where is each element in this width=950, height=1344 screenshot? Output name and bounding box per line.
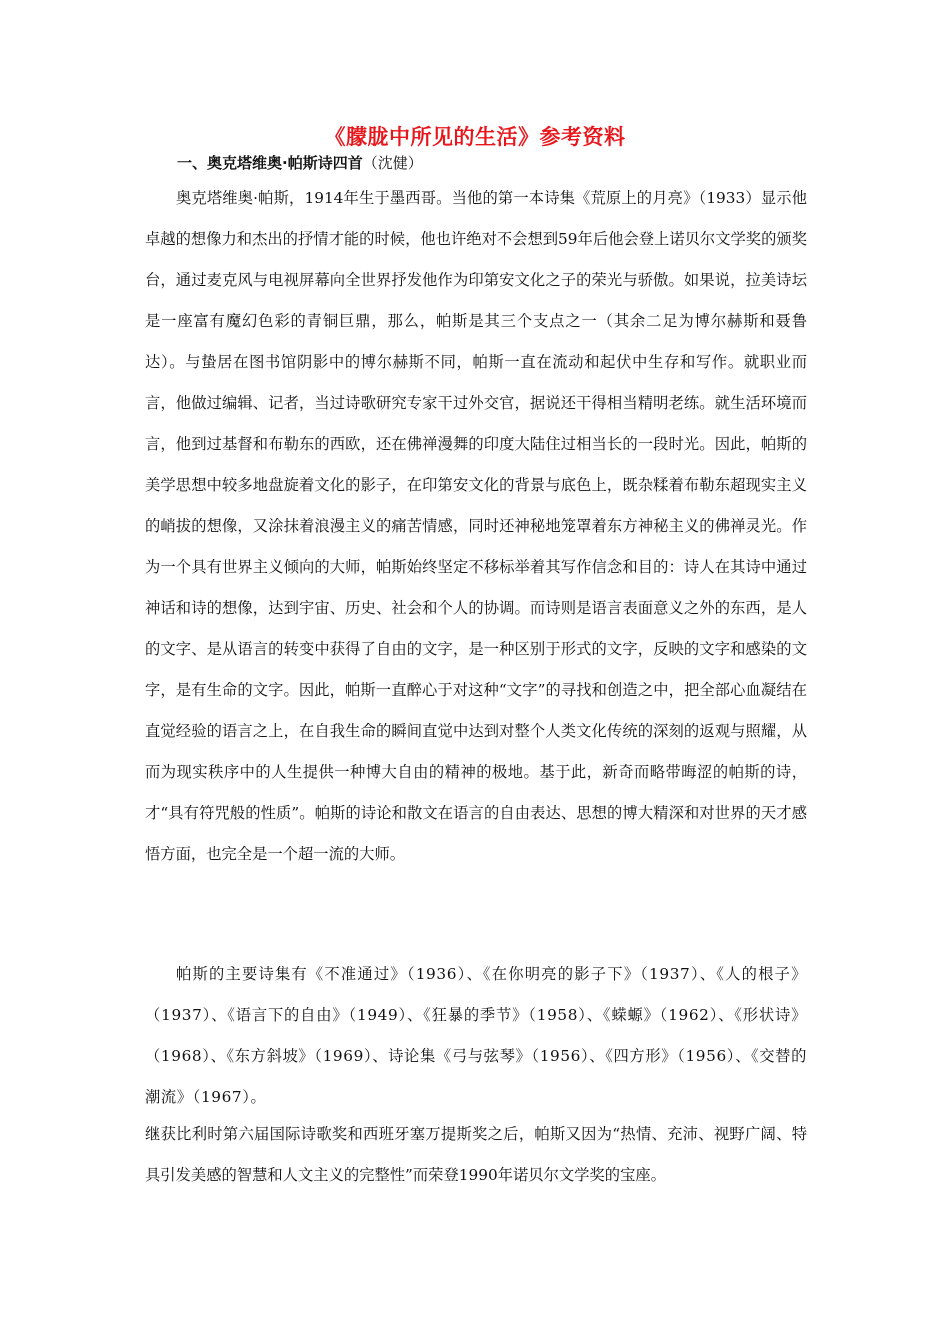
section-heading xyxy=(177,152,423,174)
section-author: （沈健） xyxy=(362,154,423,172)
section-heading-text: 一、奥克塔维奥·帕斯诗四首 xyxy=(177,154,363,172)
paragraph-nobel: 继获比利时第六届国际诗歌奖和西班牙塞万提斯奖之后，帕斯又因为“热情、充沛、视野广阔、特具引发美感的智慧和人文主义的完整性”而荣登1990年诺贝尔文学奖的宝座。 xyxy=(145,1125,807,1184)
paragraph-intro: 奥克塔维奥·帕斯，1914年生于墨西哥。当他的第一本诗集《荒原上的月亮》（1933）显示他卓越的想像力和杰出的抒情才能的时候，他也许绝对不会想到59年后他会登上诺贝尔文学奖的颁奖台，通过麦克风与电视屏幕向全世界抒发他作为印第安文化之子的荣光与骄傲。如果说，拉美诗坛是一座富有魔幻色彩的青铜巨鼎，那么，帕斯是其三个支点之一（其余二足为博尔赫斯和聂鲁达）。与蛰居在图书馆阴影中的博尔赫斯不同，帕斯一直在流动和起伏中生存和写作。就职业而言，他做过编辑、记者，当过诗歌研究专家干过外交官，据说还干得相当精明老练。就生活环境而言，他到过基督和布勒东的西欧，还在佛禅漫舞的印度大陆住过相当长的一段时光。因此，帕斯的美学思想中较多地盘旋着文化的影子，在印第安文化的背景与底色上，既杂糅着布勒东超现实主义的峭拔的想像，又涂抹着浪漫主义的痛苦情感，同时还神秘地笼罩着东方神秘主义的佛禅灵光。作为一个具有世界主义倾向的大师，帕斯始终坚定不移标举着其写作信念和目的：诗人在其诗中通过神话和诗的想像，达到宇宙、历史、社会和个人的协调。而诗则是语言表面意义之外的东西，是人的文字、是从语言的转变中获得了自由的文字，是一种区别于形式的文字，反映的文字和感染的文字，是有生命的文字。因此，帕斯一直醉心于对这种“文字”的寻找和创造之中，把全部心血凝结在直觉经验的语言之上，在自我生命的瞬间直觉中达到对整个人类文化传统的深刻的返观与照耀，从而为现实秩序中的人生提供一种博大自由的精神的极地。基于此，新奇而略带晦涩的帕斯的诗，才“具有符咒般的性质”。帕斯的诗论和散文在语言的自由表达、思想的博大精深和对世界的天才感悟方面，也完全是一个超一流的大师。 xyxy=(145,189,807,863)
paragraph-works: 帕斯的主要诗集有《不准通过》（1936）、《在你明亮的影子下》（1937）、《人的根子》（1937）、《语言下的自由》（1949）、《狂暴的季节》（1958）、《蝾螈》（1962）、《形状诗》（1968）、《东方斜坡》（1969）、诗论集《弓与弦琴》（1956）、《四方形》（1956）、《交替的潮流》（1967）。 xyxy=(145,965,807,1106)
document-title: 《朦胧中所见的生活》参考资料 xyxy=(324,125,626,149)
